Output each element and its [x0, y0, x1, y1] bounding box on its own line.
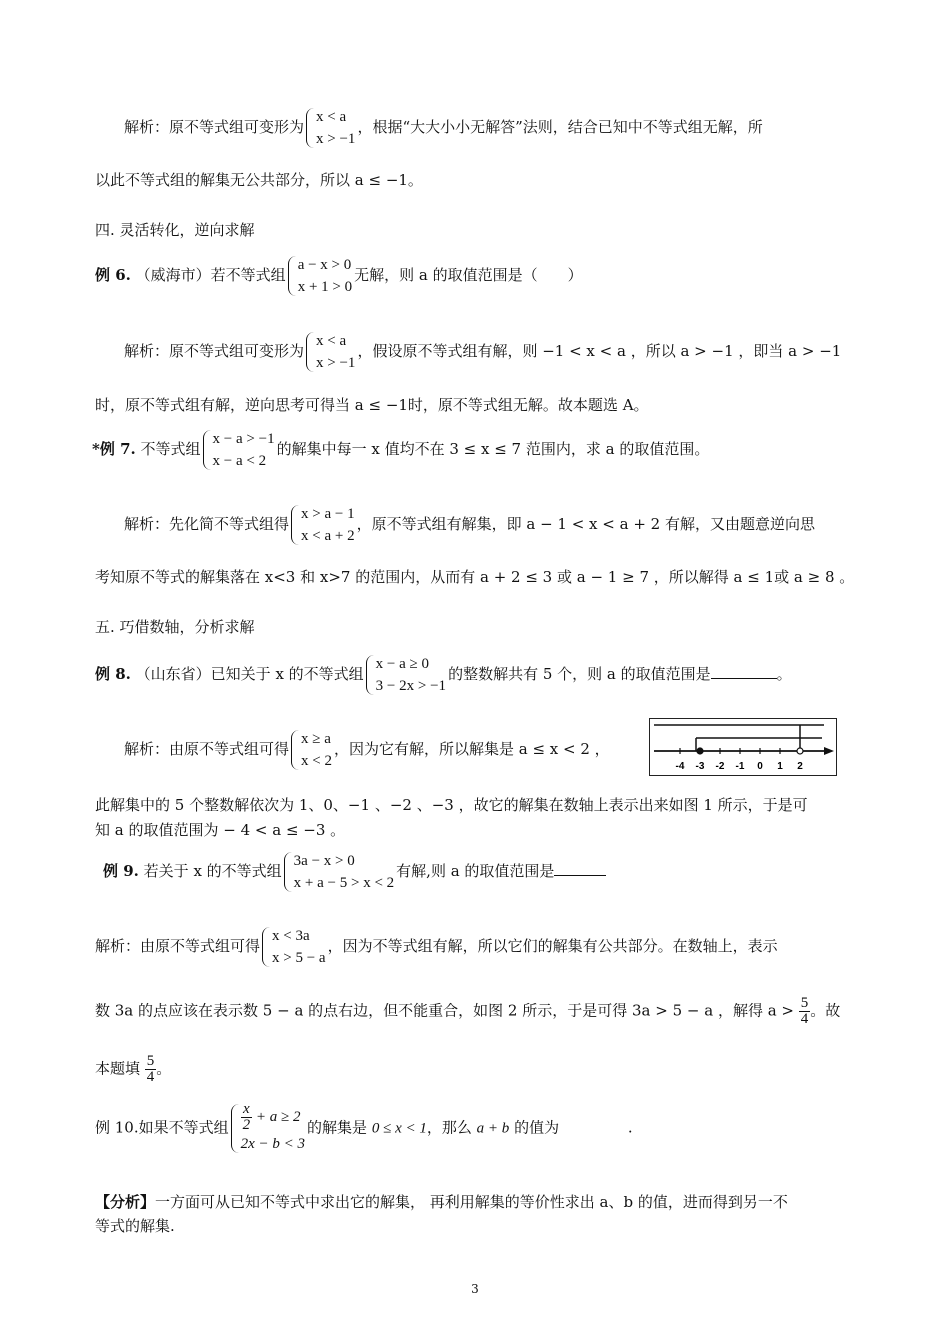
a6-sys-row2: x > −1 [316, 355, 356, 371]
p1-sys-row2: x > −1 [316, 131, 356, 147]
a8-line2: 此解集中的 5 个整数解依次为 1、0、−1 、−2 、−3 ，故它的解集在数轴上表示出来如图 1 所示，于是可 [95, 796, 808, 814]
section-4-heading: 四. 灵活转化，逆向求解 [95, 221, 255, 239]
tick-label: -1 [735, 761, 745, 772]
a8-line3: 知 a 的取值范围为 − 4 < a ≤ −3 。 [95, 821, 346, 839]
p1-line1 [124, 106, 763, 150]
ex8-system [366, 653, 446, 697]
ex7-sys-row1: x − a > −1 [212, 431, 275, 447]
p1-prefix: 解析：原不等式组可变形为 [124, 118, 305, 136]
ex10-pre: 如果不等式组 [138, 1118, 229, 1137]
page-number: 3 [471, 1282, 479, 1296]
a9-line2 [95, 996, 840, 1027]
tick-label: -3 [695, 761, 705, 772]
ex10-line [95, 1102, 633, 1155]
ex7-pre: 不等式组 [140, 440, 201, 458]
ex8-sys-row2: 3 − 2x > −1 [375, 678, 447, 694]
ex7-line [92, 428, 709, 472]
a8-prefix: 解析：由原不等式组可得 [124, 740, 290, 758]
ex10-a-plus-b: a + b [476, 1120, 510, 1137]
analysis-line2: 等式的解集. [95, 1217, 175, 1235]
a9-frac-5-4 [799, 996, 811, 1027]
a8-sys-row2: x < 2 [301, 753, 332, 769]
a7-prefix: 解析：先化简不等式组得 [124, 515, 290, 533]
a7-line1 [124, 503, 815, 547]
ex9-system [284, 850, 395, 894]
tick-label: 1 [777, 761, 783, 772]
a9-sys-row1: x < 3a [272, 928, 310, 944]
ex9-sys-row1: 3a − x > 0 [293, 853, 355, 869]
ex8-post: 的整数解共有 5 个，则 a 的取值范围是 [448, 665, 711, 683]
a6-sys-row1: x < a [316, 333, 347, 349]
a9-line3b: 。 [156, 1059, 172, 1078]
a6-system [306, 330, 355, 374]
number-line-svg [650, 719, 836, 775]
a9-prefix: 解析：由原不等式组可得 [95, 937, 261, 955]
endpoint-dot [797, 748, 803, 754]
a9-line3a: 本题填 [95, 1059, 141, 1078]
analysis-line1 [95, 1192, 788, 1212]
ex9-line [103, 850, 606, 894]
tick-label: 2 [797, 761, 803, 772]
ex7-label: *例 7. [92, 440, 136, 458]
a6-line1 [124, 330, 841, 374]
number-line-figure [649, 718, 837, 776]
a9-line2a: 数 3a 的点应该在表示数 5 − a 的点右边，但不能重合，如图 2 所示，于是可得 3a > 5 − a ，解得 a > [95, 1001, 794, 1020]
ex8-line [95, 653, 792, 697]
a6-suffix: ，假设原不等式组有解，则 −1 < x < a ，所以 a > −1 ，即当 a > −1 [357, 342, 842, 360]
a8-suffix: ，因为它有解，所以解集是 a ≤ x < 2 ， [333, 740, 610, 758]
ex9-post: 有解,则 a 的取值范围是 [396, 862, 555, 880]
frac-denominator: 4 [800, 1011, 809, 1027]
a6-line2: 时，原不等式组有解，逆向思考可得当 a ≤ −1时，原不等式组无解。故本题选 A。 [95, 396, 649, 414]
frac-numerator: 5 [800, 995, 809, 1011]
frac-denominator: 2 [242, 1117, 251, 1133]
analysis-tag: 【分析】 [95, 1193, 156, 1211]
ex9-label: 例 9. [103, 862, 139, 880]
ex9-sys-row2: x + a − 5 > x < 2 [293, 875, 395, 891]
ex10-sys-row2: 2x − b < 3 [240, 1136, 306, 1152]
ex6-label: 例 6. [95, 266, 131, 284]
a9-line1 [95, 925, 778, 969]
p1-line2: 以此不等式组的解集无公共部分，所以 a ≤ −1。 [95, 171, 423, 189]
a9-answer-frac [145, 1054, 157, 1085]
ex8-end: 。 [776, 665, 792, 683]
ex10-frac-x-2 [241, 1102, 253, 1133]
ex10-sys-row1 [241, 1102, 305, 1133]
a8-line1 [124, 728, 610, 772]
ex10-label: 例 10. [95, 1118, 139, 1137]
ex10-system [231, 1102, 305, 1155]
axis-arrow-icon [824, 747, 834, 755]
ex10-post2: ，那么 [426, 1118, 472, 1137]
ex10-solution: 0 ≤ x < 1 [371, 1120, 427, 1137]
ex6-pre: （威海市）若不等式组 [135, 266, 286, 284]
ex6-post: 无解，则 a 的取值范围是（ ） [354, 266, 583, 284]
p1-system [306, 106, 355, 150]
a6-prefix: 解析：原不等式组可变形为 [124, 342, 305, 360]
ex10-post1: 的解集是 [307, 1118, 368, 1137]
p1-suffix: ，根据“大大小小无解答”法则，结合已知中不等式组无解，所 [357, 118, 763, 136]
ex7-sys-row2: x − a < 2 [212, 453, 267, 469]
endpoint-dot [697, 748, 703, 754]
a9-suffix: ，因为不等式组有解，所以它们的解集有公共部分。在数轴上，表示 [327, 937, 778, 955]
ex9-pre: 若关于 x 的不等式组 [143, 862, 282, 880]
a9-sys-row2: x > 5 − a [272, 950, 326, 966]
ex10-post3: 的值为 [514, 1118, 560, 1137]
ex6-line [95, 254, 583, 298]
a8-sys-row1: x ≥ a [301, 731, 331, 747]
ex7-system [203, 428, 275, 472]
a9-line3 [95, 1054, 171, 1085]
section-5-heading: 五. 巧借数轴，分析求解 [95, 618, 255, 636]
ex8-pre: （山东省）已知关于 x 的不等式组 [135, 665, 364, 683]
a7-line2: 考知原不等式的解集落在 x<3 和 x>7 的范围内，从而有 a + 2 ≤ 3 或 a − 1 ≥ 7 ，所以解得 a ≤ 1或 a ≥ 8 。 [95, 568, 855, 586]
a8-system [291, 728, 332, 772]
a7-sys-row2: x < a + 2 [301, 528, 355, 544]
ex7-post: 的解集中每一 x 值均不在 3 ≤ x ≤ 7 范围内，求 a 的取值范围。 [276, 440, 710, 458]
frac-numerator: 5 [146, 1053, 155, 1069]
frac-denominator: 4 [146, 1069, 155, 1085]
tick-label: 0 [757, 761, 763, 772]
ex8-sys-row1: x − a ≥ 0 [375, 656, 430, 672]
a9-line2b: 。故 [810, 1001, 841, 1020]
ex6-sys-row1: a − x > 0 [297, 257, 352, 273]
tick-label: -4 [675, 761, 685, 772]
p1-sys-row1: x < a [316, 109, 347, 125]
analysis-text1: 一方面可从已知不等式中求出它的解集， 再利用解集的等价性求出 a、b 的值，进而得到另一不 [155, 1193, 788, 1211]
frac-numerator: x [241, 1102, 253, 1118]
ex8-label: 例 8. [95, 665, 131, 683]
ex10-end: . [627, 1118, 633, 1137]
ex9-answer-blank [554, 861, 606, 876]
ex6-system [288, 254, 352, 298]
ex6-sys-row2: x + 1 > 0 [297, 279, 353, 295]
ex8-answer-blank [711, 664, 777, 679]
a9-system [262, 925, 326, 969]
ex10-row1-rest: + a ≥ 2 [255, 1108, 301, 1125]
a7-suffix: ，原不等式组有解集，即 a − 1 < x < a + 2 有解，又由题意逆向思 [356, 515, 815, 533]
a7-sys-row1: x > a − 1 [301, 506, 355, 522]
tick-label: -2 [715, 761, 725, 772]
a7-system [291, 503, 355, 547]
